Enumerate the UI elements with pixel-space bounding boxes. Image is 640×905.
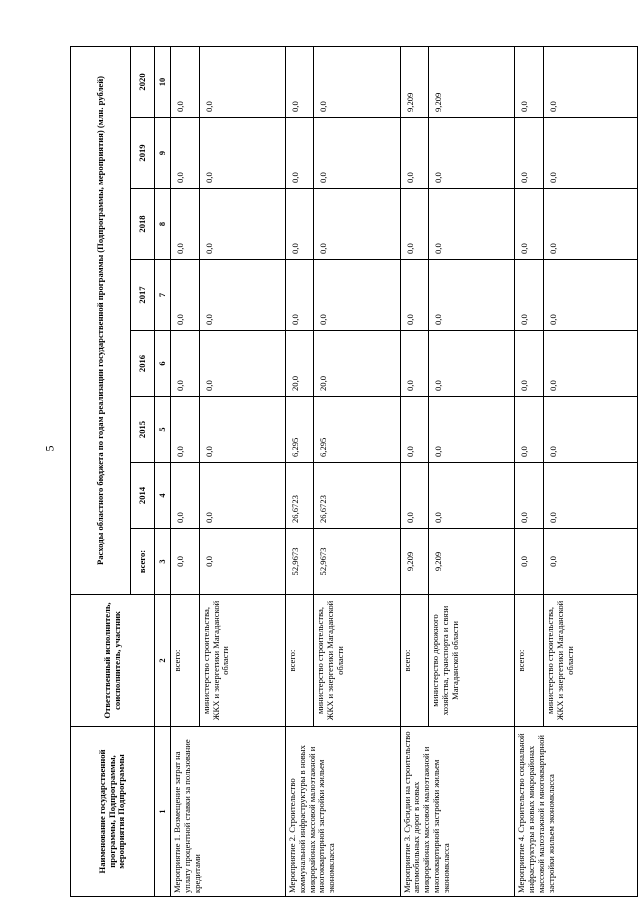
value-cell: 20,0	[314, 331, 400, 397]
header-total: всего:	[131, 529, 155, 595]
header-resp-col: Ответственный исполнитель, соисполнитель, участник	[71, 595, 155, 727]
value-cell: 0,0	[199, 529, 285, 595]
header-year: 2019	[131, 118, 155, 189]
value-cell: 0,0	[544, 189, 638, 260]
value-cell: 0,0	[171, 46, 200, 117]
header-year: 2018	[131, 189, 155, 260]
header-year: 2017	[131, 260, 155, 331]
value-cell: 0,0	[429, 118, 515, 189]
value-cell: 0,0	[314, 118, 400, 189]
value-cell: 6,295	[285, 397, 314, 463]
value-cell: 0,0	[515, 118, 544, 189]
value-cell: 26,6723	[314, 463, 400, 529]
rotated-table-container	[70, 47, 638, 897]
total-label: всего:	[515, 595, 544, 727]
value-cell: 0,0	[429, 463, 515, 529]
table-row	[171, 46, 200, 896]
value-cell: 0,0	[544, 463, 638, 529]
activity-name: Мероприятие 3. Субсидии на строительство автомобильных дорог в новых микрорайонах массовой малоэтажной и многоквартирной застройки жильем экономкласса	[400, 727, 515, 897]
value-cell: 0,0	[171, 331, 200, 397]
table-row	[400, 46, 429, 896]
value-cell: 0,0	[515, 529, 544, 595]
value-cell: 9,209	[400, 46, 429, 117]
value-cell: 0,0	[429, 331, 515, 397]
value-cell: 9,209	[400, 529, 429, 595]
value-cell: 52,9673	[314, 529, 400, 595]
value-cell: 0,0	[400, 331, 429, 397]
col-number: 5	[155, 397, 171, 463]
value-cell: 0,0	[515, 189, 544, 260]
value-cell: 0,0	[285, 189, 314, 260]
value-cell: 0,0	[171, 189, 200, 260]
value-cell: 0,0	[544, 118, 638, 189]
header-year: 2015	[131, 397, 155, 463]
value-cell: 0,0	[400, 189, 429, 260]
value-cell: 0,0	[429, 189, 515, 260]
value-cell: 0,0	[171, 529, 200, 595]
activity-name: Мероприятие 4. Строительство социальной инфраструктуры в новых микрорайонах массовой малоэтажной и многоквартирной застройки жильем экономкласса	[515, 727, 638, 897]
value-cell: 9,209	[429, 46, 515, 117]
col-number: 10	[155, 46, 171, 117]
activity-name: Мероприятие 1. Возмещение затрат на уплату процентной ставки за пользование кредитами	[171, 727, 286, 897]
value-cell: 0,0	[171, 397, 200, 463]
value-cell: 0,0	[199, 46, 285, 117]
value-cell: 0,0	[400, 118, 429, 189]
value-cell: 0,0	[199, 118, 285, 189]
value-cell: 9,209	[429, 529, 515, 595]
col-number: 2	[155, 595, 171, 727]
value-cell: 0,0	[400, 463, 429, 529]
table-row	[515, 46, 544, 896]
value-cell: 20,0	[285, 331, 314, 397]
page-number: 5	[42, 445, 57, 452]
responsible-executor: министерство дорожного хозяйства, транспорта и связи Магаданской области	[429, 595, 515, 727]
value-cell: 0,0	[285, 260, 314, 331]
value-cell: 52,9673	[285, 529, 314, 595]
value-cell: 0,0	[544, 397, 638, 463]
value-cell: 0,0	[171, 260, 200, 331]
value-cell: 0,0	[544, 529, 638, 595]
value-cell: 0,0	[544, 46, 638, 117]
col-number: 3	[155, 529, 171, 595]
value-cell: 0,0	[400, 397, 429, 463]
value-cell: 0,0	[171, 118, 200, 189]
value-cell: 0,0	[199, 260, 285, 331]
responsible-executor: министерство строительства, ЖКХ и энергетики Магаданской области	[544, 595, 638, 727]
value-cell: 0,0	[429, 260, 515, 331]
responsible-executor: министерство строительства, ЖКХ и энергетики Магаданской области	[199, 595, 285, 727]
value-cell: 26,6723	[285, 463, 314, 529]
value-cell: 0,0	[199, 463, 285, 529]
program-expenses-table	[70, 46, 638, 897]
value-cell: 0,0	[285, 118, 314, 189]
value-cell: 0,0	[199, 397, 285, 463]
value-cell: 0,0	[199, 189, 285, 260]
col-number: 6	[155, 331, 171, 397]
value-cell: 0,0	[515, 397, 544, 463]
value-cell: 0,0	[544, 331, 638, 397]
value-cell: 0,0	[314, 189, 400, 260]
col-number: 4	[155, 463, 171, 529]
value-cell: 0,0	[400, 260, 429, 331]
value-cell: 0,0	[515, 463, 544, 529]
value-cell: 0,0	[285, 46, 314, 117]
responsible-executor: министерство строительства, ЖКХ и энергетики Магаданской области	[314, 595, 400, 727]
value-cell: 6,295	[314, 397, 400, 463]
header-year: 2020	[131, 46, 155, 117]
value-cell: 0,0	[515, 260, 544, 331]
total-label: всего:	[400, 595, 429, 727]
value-cell: 0,0	[515, 46, 544, 117]
col-number: 9	[155, 118, 171, 189]
col-number: 7	[155, 260, 171, 331]
activity-name: Мероприятие 2. Строительство коммунальной инфраструктуры в новых микрорайонах массовой малоэтажной и многоквартирной застройки жильем экономкласса	[285, 727, 400, 897]
value-cell: 0,0	[314, 46, 400, 117]
value-cell: 0,0	[199, 331, 285, 397]
col-number: 8	[155, 189, 171, 260]
header-expense-group: Расходы областного бюджета по годам реализации государственной программы (Подпрограммы, мероприятия) (млн. рублей)	[71, 46, 131, 594]
value-cell: 0,0	[429, 397, 515, 463]
total-label: всего:	[285, 595, 314, 727]
header-year: 2016	[131, 331, 155, 397]
value-cell: 0,0	[544, 260, 638, 331]
header-year: 2014	[131, 463, 155, 529]
value-cell: 0,0	[515, 331, 544, 397]
total-label: всего:	[171, 595, 200, 727]
value-cell: 0,0	[314, 260, 400, 331]
value-cell: 0,0	[171, 463, 200, 529]
header-name-col: Наименование государственной программы, Подпрограммы, мероприятия Подпрограммы	[71, 727, 155, 897]
table-row	[285, 46, 314, 896]
col-number: 1	[155, 727, 171, 897]
